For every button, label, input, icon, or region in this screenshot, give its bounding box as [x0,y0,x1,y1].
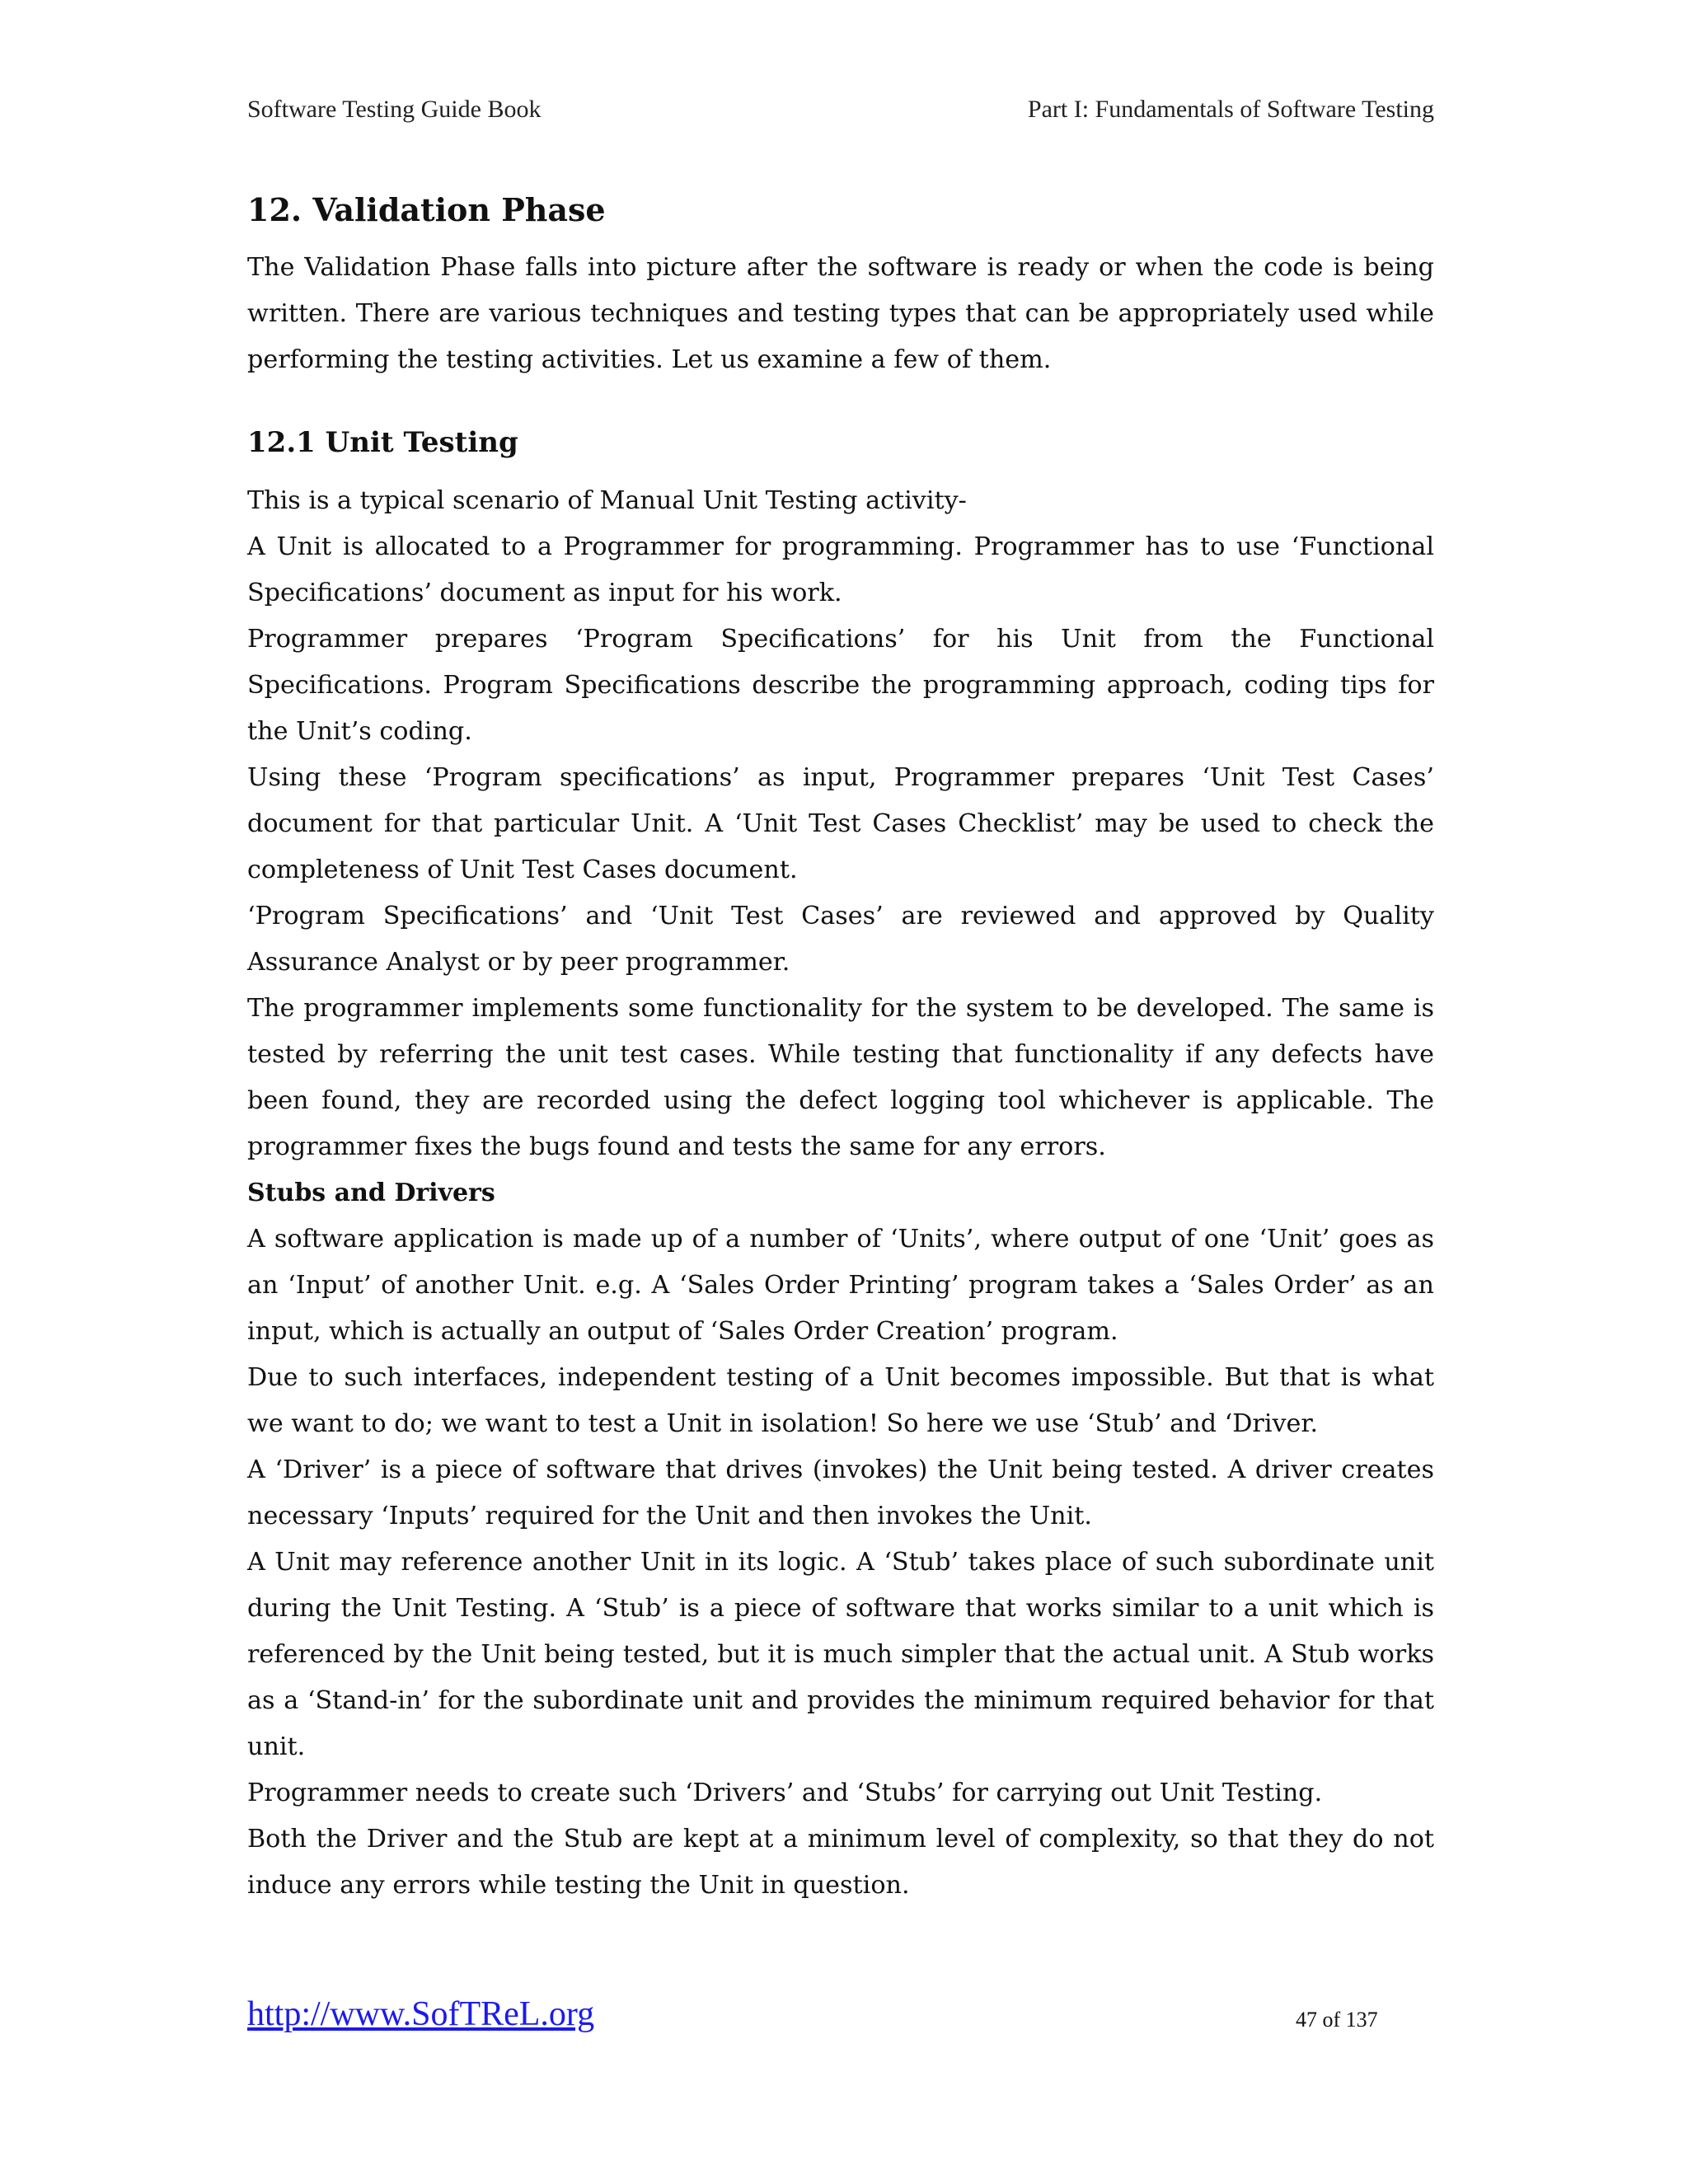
footer-website-link[interactable]: http://www.SofTReL.org [247,1995,595,2033]
paragraph: Using these ‘Program specifications’ as input, Programmer prepares ‘Unit Test Cases’ document for that particular Unit. A ‘Unit Test Cases Checklist’ may be used to check the completeness of Unit Test Cases document. [247,762,1434,884]
paragraph: Programmer needs to create such ‘Drivers’ and ‘Stubs’ for carrying out Unit Testing. [247,1778,1323,1807]
section-intro: The Validation Phase falls into picture after the software is ready or when the code is being written. There are various techniques and testing types that can be appropriately used while performing the testing activities. Let us examine a few of them. [247,253,1434,375]
paragraph: Due to such interfaces, independent testing of a Unit becomes impossible. But that is what we want to do; we want to test a Unit in isolation! So here we use ‘Stub’ and ‘Driver. [247,1362,1434,1438]
paragraph: This is a typical scenario of Manual Unit Testing activity- [247,485,967,515]
header-part-title: Part I: Fundamentals of Software Testing [1027,96,1434,123]
paragraph: A Unit may reference another Unit in its logic. A ‘Stub’ takes place of such subordinate unit during the Unit Testing. A ‘Stub’ is a piece of software that works similar to a unit which is referenced by the Unit being tested, but it is much simpler that the actual unit. A Stub works as a ‘Stand-in’ for the subordinate unit and provides the minimum required behavior for that unit. [247,1547,1434,1761]
subsection-title: 12.1 Unit Testing [247,426,518,460]
stubs-drivers-heading: Stubs and Drivers [247,1178,495,1207]
page-number: 47 of 137 [1296,2008,1378,2032]
paragraph: Both the Driver and the Stub are kept at a minimum level of complexity, so that they do not induce any errors while testing the Unit in question. [247,1824,1434,1900]
paragraph: A software application is made up of a number of ‘Units’, where output of one ‘Unit’ goes as an ‘Input’ of another Unit. e.g. A ‘Sales Order Printing’ program takes a ‘Sales Order’ as an input, which is actually an output of ‘Sales Order Creation’ program. [247,1224,1434,1346]
header-book-title: Software Testing Guide Book [247,96,542,123]
paragraph: Programmer prepares ‘Program Specifications’ for his Unit from the Functional Specifications. Program Specifications describe the programming approach, coding tips for the Unit’s coding. [247,624,1434,746]
paragraph: A Unit is allocated to a Programmer for programming. Programmer has to use ‘Functional Specifications’ document as input for his work. [247,532,1434,607]
page-content [247,190,1434,1909]
section-title: 12. Validation Phase [247,191,606,228]
paragraph: ‘Program Specifications’ and ‘Unit Test Cases’ are reviewed and approved by Quality Assurance Analyst or by peer programmer. [247,901,1434,977]
paragraph: The programmer implements some functionality for the system to be developed. The same is tested by referring the unit test cases. While testing that functionality if any defects have been found, they are recorded using the defect logging tool whichever is applicable. The programmer fixes the bugs found and tests the same for any errors. [247,993,1434,1161]
paragraph: A ‘Driver’ is a piece of software that drives (invokes) the Unit being tested. A driver creates necessary ‘Inputs’ required for the Unit and then invokes the Unit. [247,1455,1434,1530]
running-header [247,96,1434,124]
